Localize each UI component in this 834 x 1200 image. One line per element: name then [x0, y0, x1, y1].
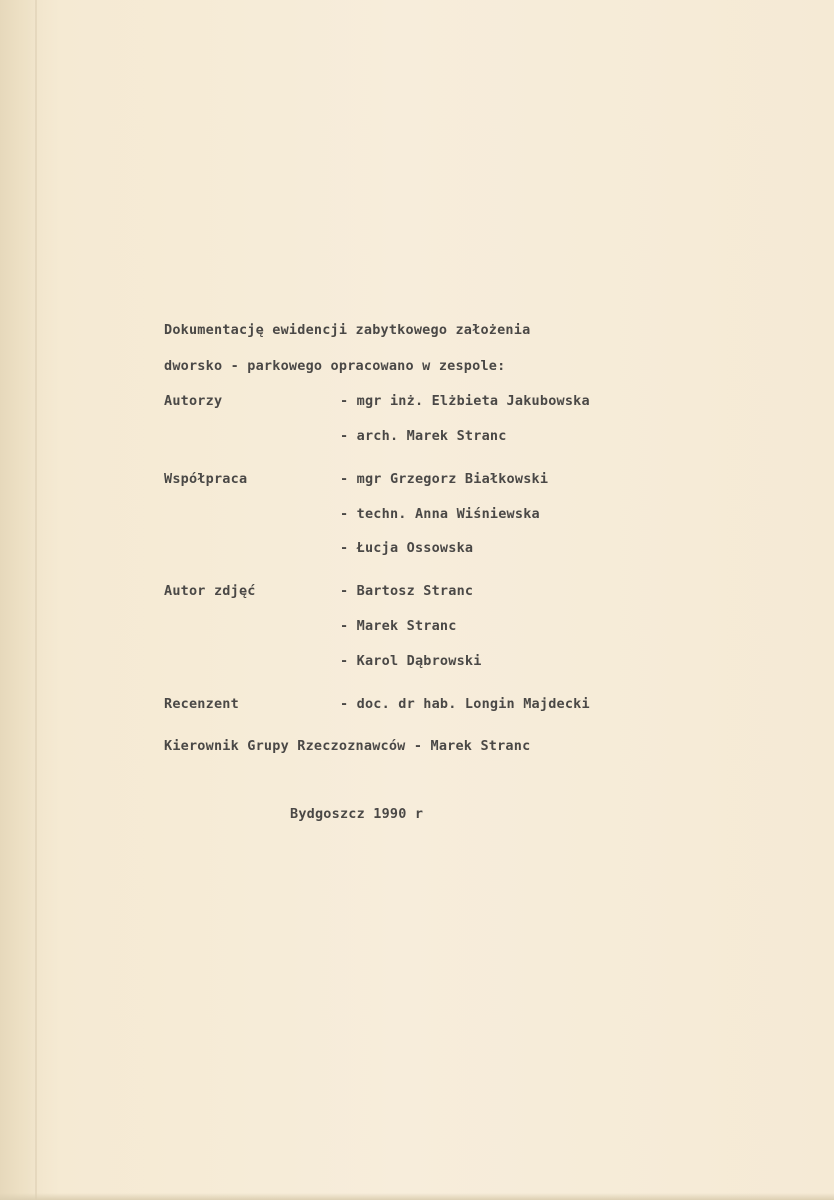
- author-name-2: - arch. Marek Stranc: [340, 428, 507, 444]
- reviewer-name: - doc. dr hab. Longin Majdecki: [340, 696, 590, 712]
- cooperation-name-2: - techn. Anna Wiśniewska: [340, 506, 540, 522]
- head-of-group: Kierownik Grupy Rzeczoznawców - Marek Stranc: [164, 738, 531, 754]
- photo-author-name-2: - Marek Stranc: [340, 618, 457, 634]
- author-name-1: - mgr inż. Elżbieta Jakubowska: [340, 393, 590, 409]
- paper-fold: [35, 0, 37, 1200]
- role-cooperation: Współpraca: [164, 471, 248, 487]
- role-authors: Autorzy: [164, 393, 223, 409]
- role-reviewer: Recenzent: [164, 696, 239, 712]
- place-date: Bydgoszcz 1990 r: [290, 806, 424, 822]
- photo-author-name-1: - Bartosz Stranc: [340, 583, 474, 599]
- intro-line-2: dworsko - parkowego opracowano w zespole:: [164, 358, 506, 374]
- paper-left-strip: [0, 0, 36, 1200]
- cooperation-name-1: - mgr Grzegorz Białkowski: [340, 471, 549, 487]
- intro-line-1: Dokumentację ewidencji zabytkowego założenia: [164, 322, 531, 338]
- role-photo-author: Autor zdjęć: [164, 583, 256, 599]
- cooperation-name-3: - Łucja Ossowska: [340, 540, 474, 556]
- paper-bottom-edge: [0, 1193, 834, 1200]
- photo-author-name-3: - Karol Dąbrowski: [340, 653, 482, 669]
